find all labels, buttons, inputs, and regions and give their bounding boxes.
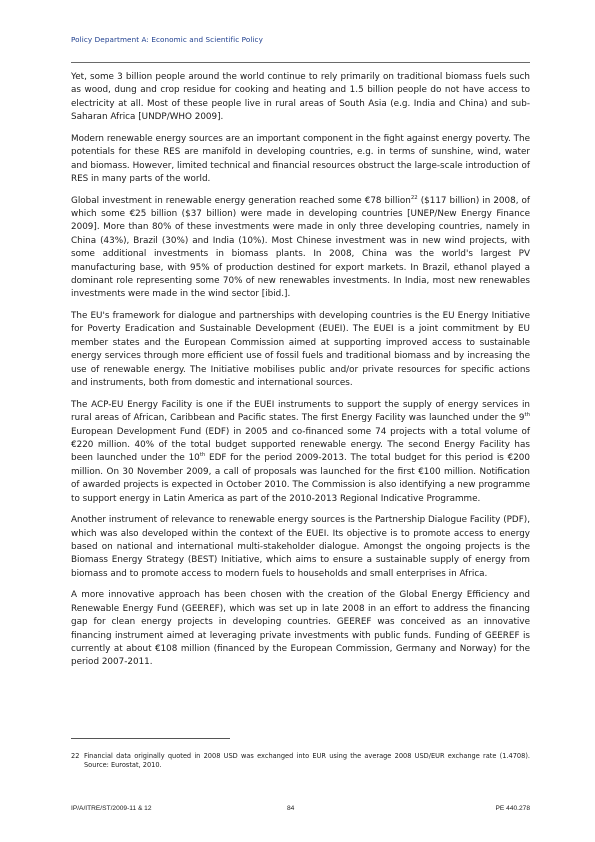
running-header: Policy Department A: Economic and Scientific Policy [71, 35, 263, 44]
paragraph-text: EDF for the period 2009-2013. The total budget for this period is €200 million. On 30 November 2009, a call of proposals was launched for the first €100 million. Notification of awarded projects is expected in October 2010. The Commission is also identifying a new programme to support energy in Latin America as part of the 2010-2013 Regional Indicative Programme. [71, 453, 530, 504]
paragraph-text: Global investment in renewable energy generation reached some €78 billion [71, 195, 411, 206]
pe-number: PE 440.278 [495, 805, 530, 812]
footnote-number: 22 [71, 752, 80, 760]
document-reference: IP/A/ITRE/ST/2009-11 & 12 [71, 805, 152, 812]
footnote-text: Financial data originally quoted in 2008 USD was exchanged into EUR using the average 2008 USD/EUR exchange rate (1.4708). Source: Eurostat, 2010. [84, 752, 530, 770]
footnote-reference[interactable]: 22 [410, 194, 418, 201]
ordinal-suffix: th [524, 412, 530, 419]
page-body [71, 71, 530, 678]
footnote [71, 752, 530, 770]
header-divider [71, 62, 530, 63]
paragraph-text: ($117 billion) in 2008, of which some €25 billion ($37 billion) were made in developing countries [UNEP/New Energy Finance 2009]. More than 80% of these investments were made in only three developing countries, namely in China (43%), Brazil (30%) and India (10%). Most Chinese investment was in new wind projects, with some additional investments in biomass plants. In 2008, China was the world's largest PV manufacturing base, with 95% of production destined for export markets. In Brazil, ethanol played a dominant role representing some 70% of new renewables investments. In India, most new renewables investments were made in the wind sector [ibid.]. [71, 195, 530, 300]
paragraph-acp-eu-facility [71, 399, 530, 506]
paragraph-energy-poverty: Yet, some 3 billion people around the world continue to rely primarily on traditional biomass fuels such as wood, dung and crop residue for cooking and heating and 1.5 billion people do not have access to electricity at all. Most of these people live in rural areas of South Asia (e.g. India and China) and sub-Saharan Africa [UNDP/WHO 2009]. [71, 72, 530, 123]
paragraph-euei: The EU's framework for dialogue and partnerships with developing countries is the EU Energy Initiative for Poverty Eradication and Sustainable Development (EUEI). The EUEI is a joint commitment by EU member states and the European Commission aimed at supporting improved access to sustainable energy services through more efficient use of fossil fuels and traditional biomass and by increasing the use of renewable energy. The Initiative mobilises public and/or private resources for specific actions and instruments, both from domestic and international sources. [71, 311, 530, 389]
paragraph-global-investment [71, 195, 530, 302]
ordinal-suffix: th [199, 452, 206, 459]
paragraph-text: The ACP-EU Energy Facility is one if the EUEI instruments to support the supply of energy services in rural areas of African, Caribbean and Pacific states. The first Energy Facility was launched under the 9 [71, 399, 530, 424]
footnote-divider [71, 738, 230, 739]
paragraph-geeref: A more innovative approach has been chosen with the creation of the Global Energy Efficiency and Renewable Energy Fund (GEEREF), which was set up in late 2008 in an effort to address the financing gap for clean energy projects in developing countries. GEEREF was conceived as an innovative financing instrument aimed at leveraging private investments with public funds. Funding of GEEREF is currently at about €108 million (financed by the European Commission, Germany and Norway) for the period 2007-2011. [71, 590, 530, 668]
paragraph-modern-res: Modern renewable energy sources are an important component in the fight against energy poverty. The potentials for these RES are manifold in developing countries, e.g. in terms of sunshine, wind, water and biomass. However, limited technical and financial resources obstruct the large-scale introduction of RES in many parts of the world. [71, 133, 530, 185]
paragraph-pdf: Another instrument of relevance to renewable energy sources is the Partnership Dialogue Facility (PDF), which was also developed within the context of the EUEI. Its objective is to promote access to energy based on national and international multi-stakeholder dialogue. Amongst the ongoing projects is the Biomass Energy Strategy (BEST) Initiative, which aims to ensure a sustainable supply of energy from biomass and to promote access to modern fuels to households and small enterprises in Africa. [71, 515, 530, 579]
page-number: 84 [287, 805, 295, 812]
paragraph-text: European Development Fund (EDF) in 2005 and co-financed some 74 projects with a total volume of €220 million. 40% of the total budget supported renewable energy. The second Energy Facility has been launched under the 10 [71, 426, 530, 464]
